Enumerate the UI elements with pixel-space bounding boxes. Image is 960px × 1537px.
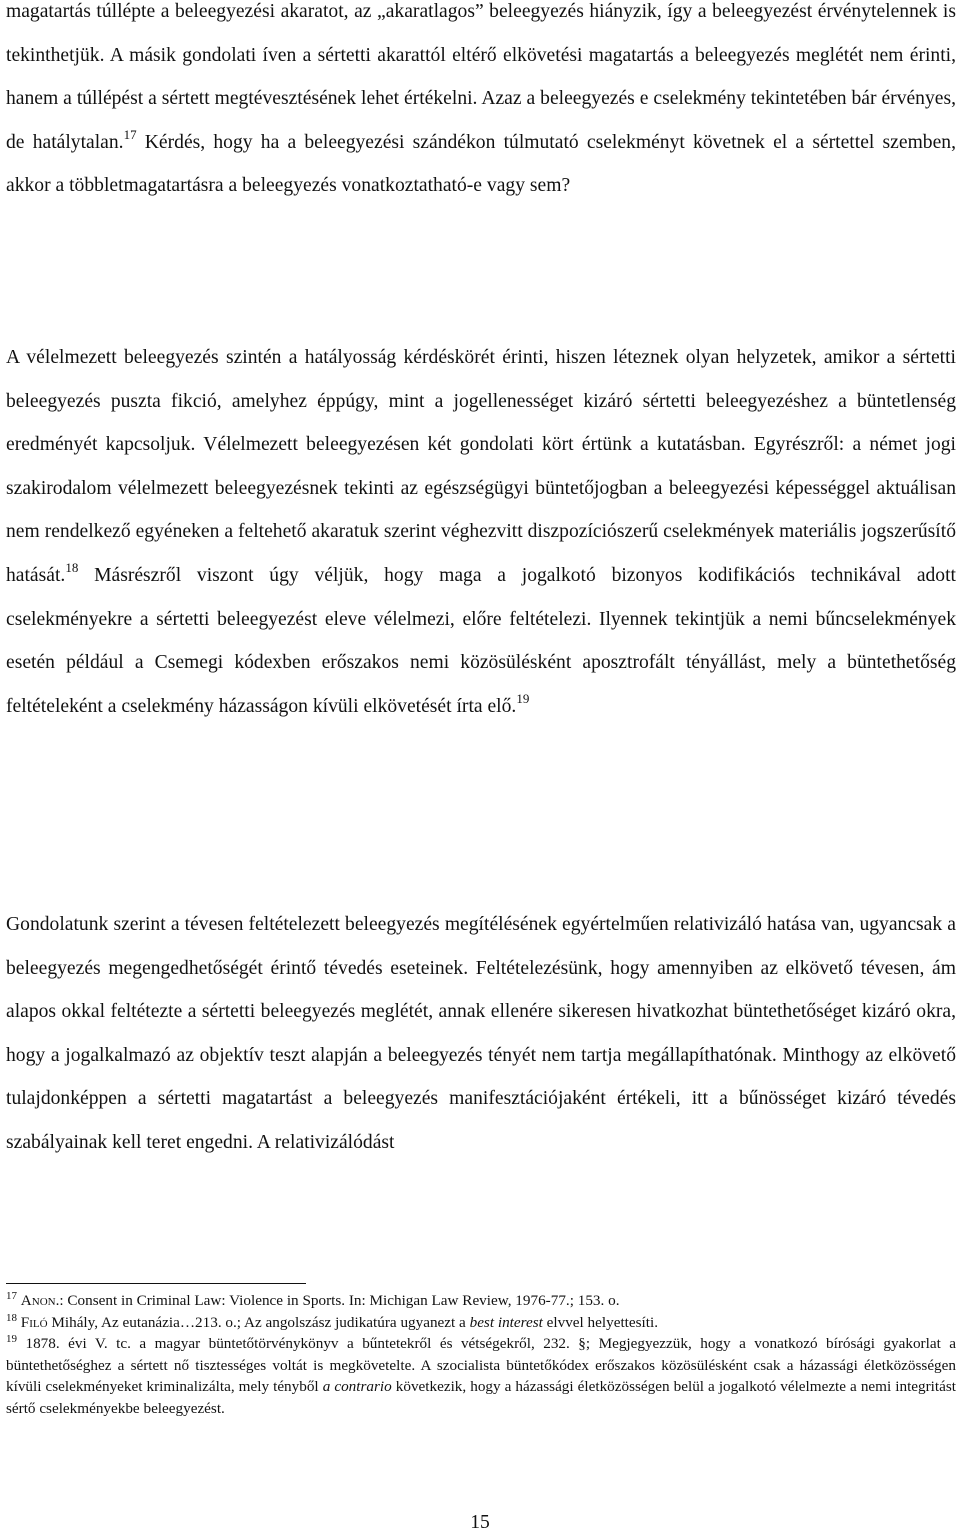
footnote-text-a: Mihály, Az eutanázia…213. o.; Az angolszász judikatúra ugyanezt a [47,1313,470,1331]
footnotes [6,1290,956,1420]
footnote-ref-19[interactable]: 19 [516,690,530,706]
footnote-18 [6,1312,956,1334]
footnote-text-a: 1878. évi V. tc. a magyar büntetőtörvénykönyv a bűntetekről és vétségekről, 232. §; Megjegyezzük, hogy a vonatkozó bírósági gyakorlat a büntethetőséghez a sértett nő tisztességes voltát is megkövetelte. A szocialista büntetőkódex erőszakos közösülésként csak a házassági életközösségen kívüli cselekményeket kriminalizálta, mely tényből [6,1335,956,1396]
footnote-text-b: elvvel helyettesíti. [542,1313,658,1331]
footnote-ref-18[interactable]: 18 [65,559,79,575]
footnote-19 [6,1333,956,1419]
paragraph-2-text-b: Másrészről viszont úgy véljük, hogy maga a jogalkotó bizonyos kodifikációs technikával adott cselekményekre a sértetti beleegyezést eleve vélelmezi, előre feltételezi. Ilyennek tekintjük a nemi bűncselekmények esetén például a Csemegi kódexben erőszakos nemi közösülésként aposztrofált tényállást, mely a büntethetőség feltételeként a cselekmény házasságon kívüli elkövetését írta elő. [6,564,956,717]
footnote-number: 19 [6,1333,17,1346]
paragraph-1-text-b: Kérdés, hogy ha a beleegyezési szándékon túlmutató cselekményt követnek el a sértettel szemben, akkor a többletmagatartásra a beleegyezés vonatkoztatható-e vagy sem? [6,131,956,197]
paragraph-3: Gondolatunk szerint a tévesen feltételezett beleegyezés megítélésének egyértelműen relativizáló hatása van, ugyancsak a beleegyezés megengedhetőségét érintő tévedés eseteinek. Feltételezésünk, hogy amennyiben az elkövető tévesen, ám alapos okkal feltétezte a sértetti beleegyezés meglétét, annak ellenére sikeresen hivatkozhat büntethetőséget kizáró okra, hogy a jogalkalmazó az objektív teszt alapján a beleegyezés tényét nem tartja megállapíthatónak. Minthogy az elkövető tulajdonképpen a sértetti magatartást a beleegyezés manifesztációjaként értékeli, itt a bűnösséget kizáró tévedés szabályainak kell teret engedni. A relativizálódást [6,914,956,1153]
paragraph-2-text-a: A vélelmezett beleegyezés szintén a hatályosság kérdéskörét érinti, hiszen léteznek olyan helyzetek, amikor a sértetti beleegyezés puszta fikció, amelyhez éppúgy, mint a jogellenességet kizáró sértetti beleegyezéshez a büntetlenség eredményét kapcsoljuk. Vélelmezett beleegyezésen két gondolati kört értünk a kutatásban. Egyrészről: a német jogi szakirodalom vélelmezett beleegyezésnek tekinti az egészségügyi büntetőjogban a beleegyezési képességgel aktuálisan nem rendelkező egyéneken a feltehető akaratuk szerint véghezvitt diszpozíciószerű cselekmények materiális jogszerűsítő hatását. [6,347,956,586]
footnote-ref-17[interactable]: 17 [123,126,137,142]
footnote-italic: a contrario [322,1378,392,1396]
footnote-17 [6,1290,956,1312]
footnote-italic: best interest [469,1313,543,1331]
footnote-separator [6,1283,306,1284]
paragraph-1 [6,0,956,208]
page-number: 15 [470,1512,490,1533]
paragraph-2 [6,336,956,728]
footnote-author: Anon. [20,1292,60,1309]
paragraph-1-text-a: magatartás túllépte a beleegyezési akaratot, az „akaratlagos” beleegyezés hiányzik, így a beleegyezést érvénytelennek is tekinthetjük. A másik gondolati íven a sértetti akarattól eltérő elkövetési magatartás a beleegyezés meglétét nem érinti, hanem a túllépést a sértett megtévesztésének lehet értékelni. Azaz a beleegyezés e cselekmény tekintetében bár érvényes, de hatálytalan. [6,1,956,153]
footnote-number: 17 [6,1290,17,1302]
footnote-number: 18 [6,1311,17,1324]
footnote-text-b: következik, hogy a házassági életközösségen belül a jogalkotó vélelmezte a nemi integritást sértő cselekményekbe beleegyezést. [6,1378,956,1417]
footnote-text: : Consent in Criminal Law: Violence in Sports. In: Michigan Law Review, 1976-77.; 153. o. [59,1292,620,1309]
footnote-author: Filó [20,1313,48,1331]
